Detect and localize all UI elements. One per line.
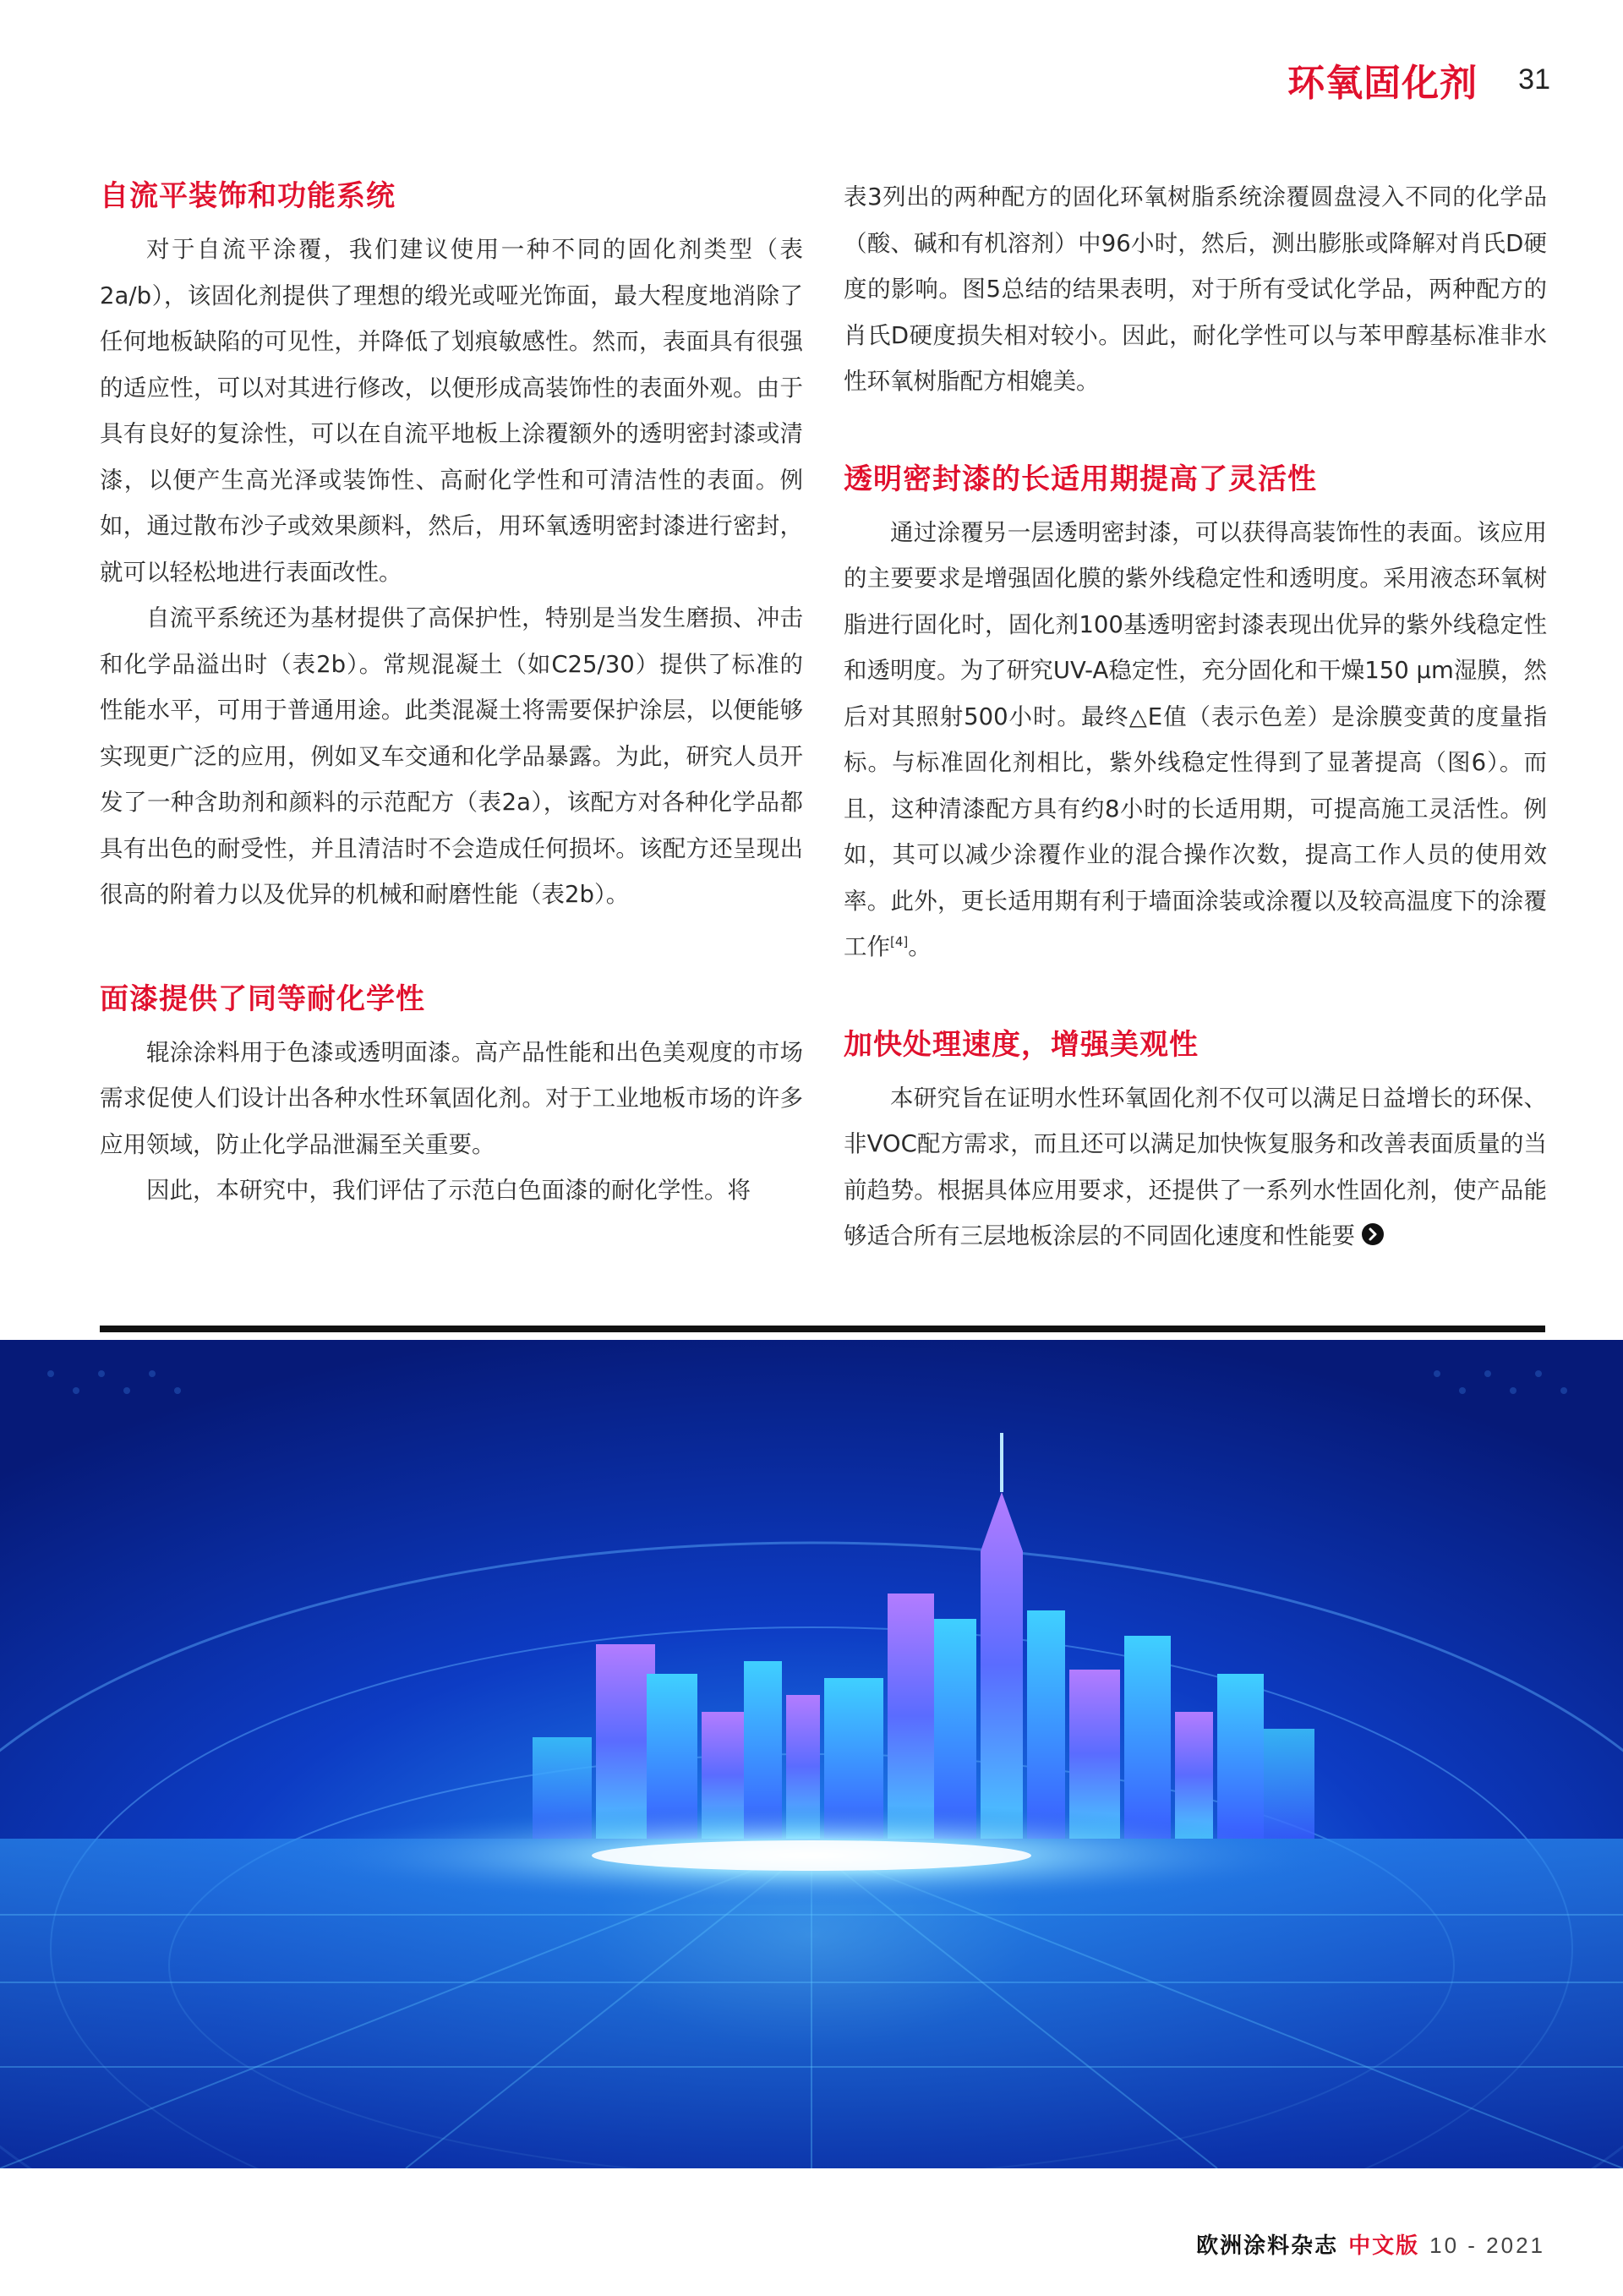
page-footer [1196, 2228, 1545, 2260]
heading-self-leveling: 自流平装饰和功能系统 [100, 179, 396, 213]
chevron-right-circle-icon [1362, 1223, 1384, 1245]
heading-clear-sealer: 透明密封漆的长适用期提高了灵活性 [844, 462, 1317, 496]
paragraph: 对于自流平涂覆，我们建议使用一种不同的固化剂类型（表2a/b），该固化剂提供了理想的缎光或哑光饰面，最大程度地消除了任何地板缺陷的可见性，并降低了划痕敏感性。然而，表面具有很强的适应性，可以对其进行修改，以便形成高装饰性的表面外观。由于具有良好的复涂性，可以在自流平地板上涂覆额外的透明密封漆或清漆，以便产生高光泽或装饰性、高耐化学性和可清洁性的表面。例如，通过散布沙子或效果颜料，然后，用环氧透明密封漆进行密封，就可以轻松地进行表面改性。 [100, 236, 803, 586]
paragraph: 自流平系统还为基材提供了高保护性，特别是当发生磨损、冲击和化学品溢出时（表2b）。常规混凝土（如C25/30）提供了标准的性能水平，可用于普通用途。此类混凝土将需要保护涂层，以便能够实现更广泛的应用，例如叉车交通和化学品暴露。为此，研究人员开发了一种含助剂和颜料的示范配方（表2a），该配方对各种化学品都具有出色的耐受性，并且清洁时不会造成任何损坏。该配方还呈现出很高的附着力以及优异的机械和耐磨性能（表2b）。 [100, 604, 803, 908]
paragraph [844, 1075, 1547, 1260]
paragraph-text: 通过涂覆另一层透明密封漆，可以获得高装饰性的表面。该应用的主要要求是增强固化膜的紫外线稳定性和透明度。采用液态环氧树脂进行固化时，固化剂100基透明密封漆表现出优异的紫外线稳定性和透明度。为了研究UV-A稳定性，充分固化和干燥150 μm湿膜，然后对其照射500小时。最终△E值（表示色差）是涂膜变黄的度量指标。与标准固化剂相比，紫外线稳定性得到了显著提高（图6）。而且，这种清漆配方具有约8小时的长适用期，可提高施工灵活性。例如，其可以减少涂覆作业的混合操作次数，提高工作人员的使用效率。此外，更长适用期有利于墙面涂装或涂覆以及较高温度下的涂覆工作 [844, 518, 1547, 960]
page-header [1287, 52, 1550, 107]
edition-label: 中文版 [1348, 2233, 1420, 2259]
right-column [844, 174, 1547, 1260]
heading-faster-processing: 加快处理速度，增强美观性 [844, 1027, 1199, 1062]
city-banner-image [0, 1340, 1623, 2168]
paragraph-end: 。 [908, 933, 932, 960]
left-column [100, 174, 803, 1214]
issue-number: 10 - 2021 [1429, 2233, 1545, 2258]
paragraph: 表3列出的两种配方的固化环氧树脂系统涂覆圆盘浸入不同的化学品（酸、碱和有机溶剂）中96小时，然后，测出膨胀或降解对肖氏D硬度的影响。图5总结的结果表明，对于所有受试化学品，两种配方的肖氏D硬度损失相对较小。因此，耐化学性可以与苯甲醇基标准非水性环氧树脂配方相媲美。 [844, 183, 1547, 395]
paragraph-text: 本研究旨在证明水性环氧固化剂不仅可以满足日益增长的环保、非VOC配方需求，而且还可以满足加快恢复服务和改善表面质量的当前趋势。根据具体应用要求，还提供了一系列水性固化剂，使产品能够适合所有三层地板涂层的不同固化速度和性能要 [844, 1084, 1547, 1249]
divider-rule [100, 1326, 1545, 1332]
reference-mark: [4] [890, 933, 909, 949]
section-title: 环氧固化剂 [1287, 62, 1478, 105]
paragraph: 因此，本研究中，我们评估了示范白色面漆的耐化学性。将 [146, 1177, 751, 1204]
heading-topcoat: 面漆提供了同等耐化学性 [100, 981, 425, 1016]
magazine-name: 欧洲涂料杂志 [1196, 2233, 1339, 2259]
page-number: 31 [1518, 63, 1550, 96]
paragraph [844, 510, 1547, 970]
paragraph: 辊涂涂料用于色漆或透明面漆。高产品性能和出色美观度的市场需求促使人们设计出各种水性环氧固化剂。对于工业地板市场的许多应用领域，防止化学品泄漏至关重要。 [100, 1038, 803, 1158]
